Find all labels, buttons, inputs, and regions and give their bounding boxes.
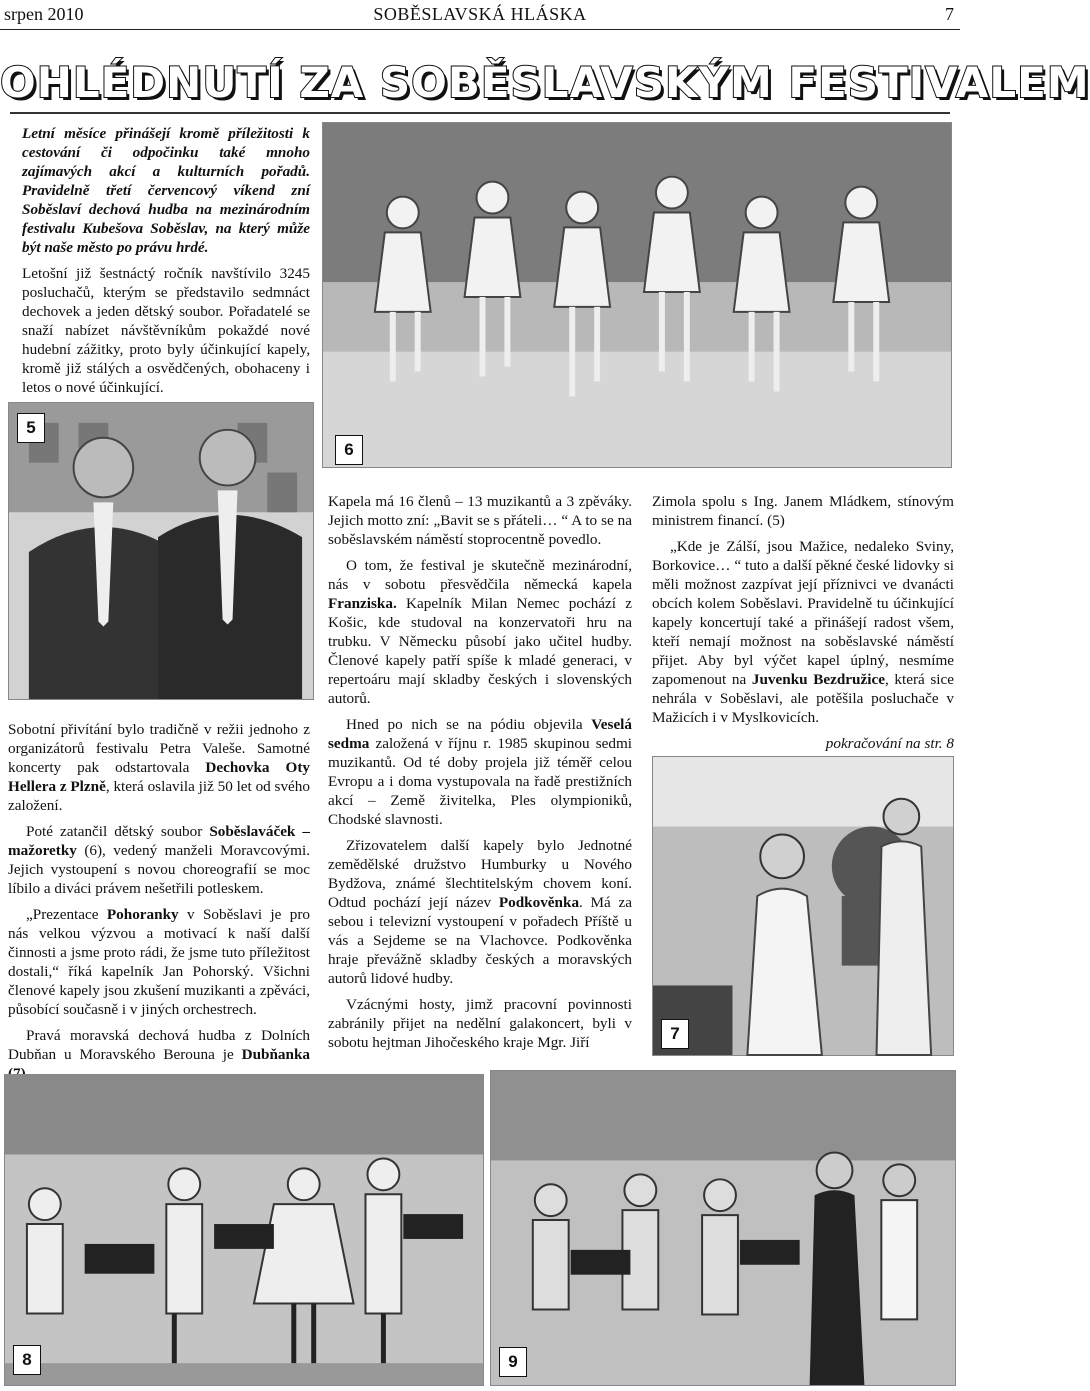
intro-text: [22, 124, 310, 404]
photo-politicians: [8, 402, 314, 700]
paragraph-podkovenka: Zřizovatelem další kapely bylo Jednotné zemědělské družstvo Humburky u Nového Bydžova, známé šlechtitelským chovem koní. Odtud pochází její název Podkověnka. Má za sebou i televizní vystoupení v pořadech Příště u vás a Sejdeme se na Vlachovce. Podkověnka hraje převážně skladby českých a moravských autorů lidové hudby.: [328, 837, 632, 987]
paragraph-dubnanka: Pravá moravská dechová hudba z Dolních Dubňan u Moravského Berouna je Dubňanka: [8, 1027, 310, 1063]
photo-dubnanka: [652, 756, 954, 1056]
publication-name: SOBĚSLAVSKÁ HLÁSKA: [373, 4, 587, 24]
singers-on-stage-icon: [653, 757, 953, 1055]
photo-label-8: 8: [13, 1345, 41, 1375]
paragraph-vesela-sedma: Hned po nich se na pódiu objevila Veselá sedma založená v říjnu r. 1985 skupinou sedmi muzikantů. Od té doby projela již téměř celou Evropu a i doma vystupovala na řadě prestižních akcí – Země živitelka, Ples olympioniků, Chodské slavnosti.: [328, 716, 632, 828]
column-3: [652, 492, 954, 760]
photo-label-6: 6: [335, 435, 363, 465]
paragraph-pohoranka: „Prezentace Pohoranky v Soběslavi je pro nás velkou výzvou a motivací k naší další činnosti a jsme proto rádi, že jsme tuto příležitost dostali,“ říká kapelník Jan Pohorský. Všichni členové kapely jsou zkušení muzikanti a zpěváci, působící současně i v jiných orchestrech.: [8, 906, 310, 1018]
photo-label-5: 5: [17, 413, 45, 443]
paragraph-majorettes: Poté zatančil dětský soubor Soběslaváček – mažoretky (6), vedený manželi Moravcovými. Jejich vystoupení s novou choreografií se moc líbilo a diváci právem nešetřili potleskem.: [8, 823, 310, 897]
photo-folk-band: [4, 1074, 484, 1386]
paragraph-band-members: Kapela má 16 členů – 13 muzikantů a 3 zpěváky. Jejich motto zní: „Bavit se s přáteli… “ A to se na soběslavském náměstí stoprocentně povedlo.: [328, 493, 632, 548]
photo-label-7: 7: [661, 1019, 689, 1049]
photo-band-singer: [490, 1070, 956, 1386]
column-2: [328, 492, 632, 1059]
paragraph-juvenka: „Kde je Zálší, jsou Mažice, nedaleko Sviny, Borkovice… “ tuto a další pěkné české lidovky si měli možnost zazpívat její příznivci ve dvanácti obcích kolem Soběslavi. Pravidelně tu účinkující kapely koncertují také a přinášejí radost všem, kteří nemají možnost na soběslavské náměstí přijet. Aby byl výčet kapel úplný, nesmíme zapomenout na Juvenku Bezdružice, která sice nehrála v Soběslavi, ale potěšila posluchače v Mažicích i v Myslkovicích.: [652, 538, 955, 726]
paragraph-opening: Sobotní přivítání bylo tradičně v režii jednoho z organizátorů festivalu Petra Valeše. Samotné koncerty pak odstartovala Dechovka Oty Hellera z Plzně, která oslavila již 50 let od svého založení.: [8, 721, 310, 814]
photo-label-9: 9: [499, 1347, 527, 1377]
lead-paragraph: Letní měsíce přinášejí kromě příležitosti k cestování či odpočinku také mnoho zajímavých akcí a kulturních pořadů. Pravidelně třetí červencový víkend zní Soběslaví dechová hudba na mezinárodním festivalu Kubešova Soběslav, na který může být naše město po právu hrdé.: [22, 125, 310, 256]
paragraph-zimola: Zimola spolu s Ing. Janem Mládkem, stínovým ministrem financí. (5): [652, 493, 954, 529]
paragraph-guests: Vzácnými hosty, jimž pracovní povinnosti zabránily přijet na nedělní galakoncert, byli v sobotu hejtman Jihočeského kraje Mgr. Jiří: [328, 996, 632, 1051]
title-divider: [10, 112, 950, 114]
band-with-singer-icon: [491, 1071, 955, 1385]
two-men-portrait-icon: [9, 403, 313, 699]
page-header: [0, 0, 960, 30]
intro-paragraph: Letošní již šestnáctý ročník navštívilo 3245 posluchačů, kterým se představilo sedmnáct dechovek a jeden dětský soubor. Pořadatelé se snaží nabízet návštěvníkům pokaždé nové hudební zážitky, proto byly účinkující kapely, kromě již stálých a osvědčených, obohaceny i letos o nové účinkující.: [22, 265, 310, 396]
majorettes-dancing-icon: [323, 123, 951, 467]
issue-date: srpen 2010: [4, 4, 84, 24]
column-1: [8, 720, 310, 1090]
photo-majorettes: [322, 122, 952, 468]
page-number: 7: [945, 4, 954, 24]
article-title: OHLÉDNUTÍ ZA SOBĚSLAVSKÝM FESTIVALEM: [0, 58, 1090, 107]
paragraph-franziska: O tom, že festival je skutečně mezinárodní, nás v sobotu přesvědčila německá kapela Franziska. Kapelník Milan Nemec pochází z Košic, kde studoval na konzervatoři hru na trubku. V Německu působí jako učitel hudby. Členové kapely patří spíše k mladé generaci, v repertoáru mají skladby českých i slovenských autorů.: [328, 557, 632, 707]
folk-band-stage-icon: [5, 1075, 483, 1385]
continued-note: pokračování na str. 8: [825, 735, 954, 752]
